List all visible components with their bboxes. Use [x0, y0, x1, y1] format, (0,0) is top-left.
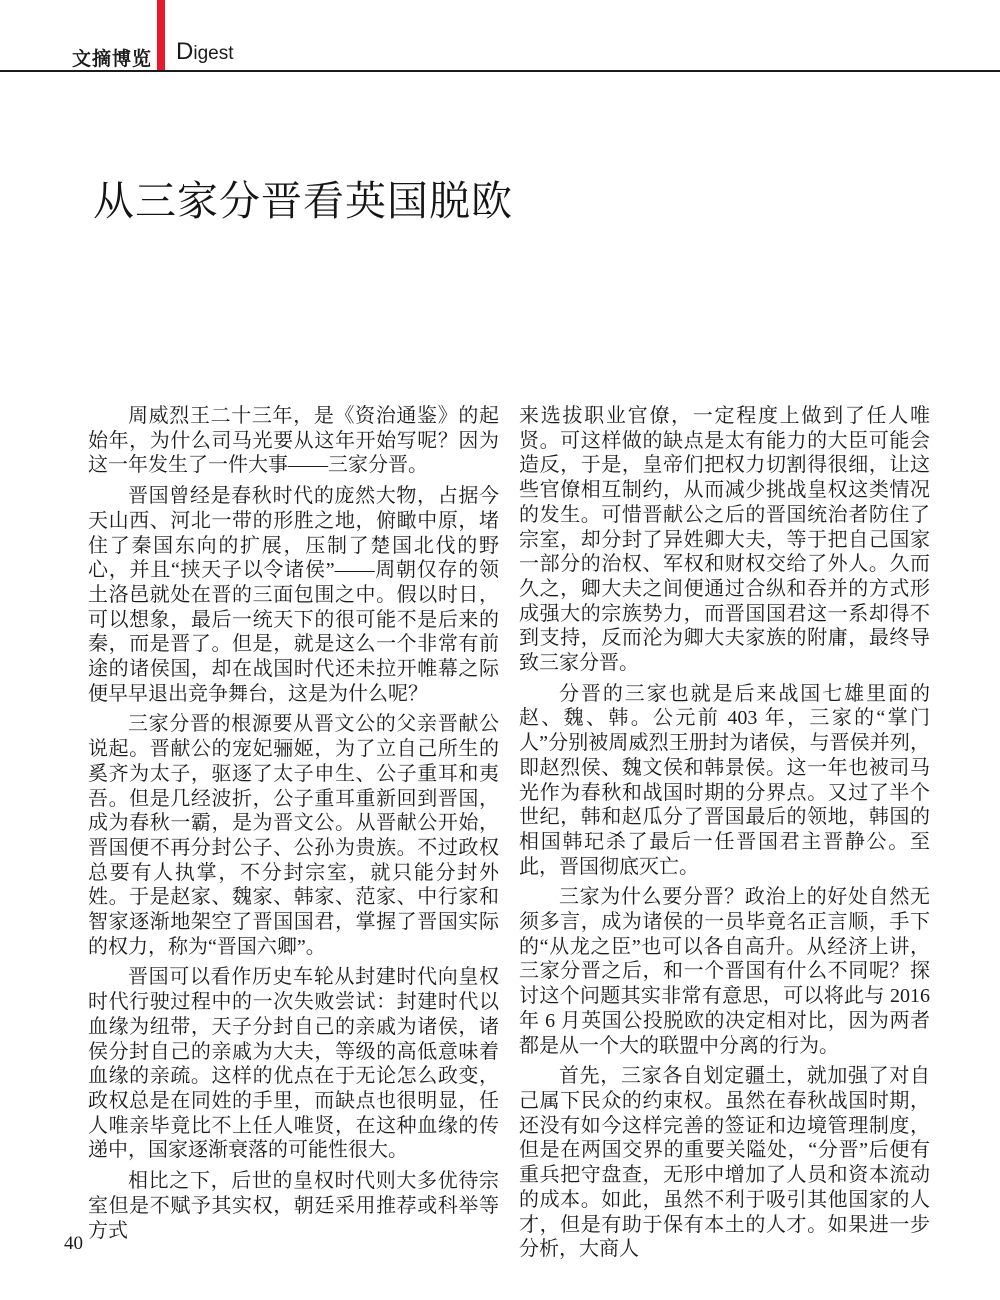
- section-title-chinese: 文摘博览: [72, 49, 153, 70]
- header-rule: [0, 70, 1000, 72]
- paragraph-right-4: 首先，三家各自划定疆土，就加强了对自己属下民众的约束权。虽然在春秋战国时期，还没有如今这样完善的签证和边境管理制度，但是在两国交界的重要关隘处，“分晋”后便有重兵把守盘查，无形中增加了人员和资本流动的成本。如此，虽然不利于吸引其他国家的人才，但是有助于保有本土的人才。如果进一步分析，大商人: [519, 1065, 930, 1261]
- right-column: [519, 404, 930, 1268]
- paragraph-left-5: 相比之下，后世的皇权时代则大多优待宗室但是不赋予其实权，朝廷采用推荐或科举等方式: [88, 1170, 499, 1242]
- paragraph-left-1: 周威烈王二十三年，是《资治通鉴》的起始年，为什么司马光要从这年开始写呢？因为这一年发生了一件大事——三家分晋。: [88, 405, 499, 477]
- section-title-english: [176, 40, 233, 65]
- paragraph-left-3: 三家分晋的根源要从晋文公的父亲晋献公说起。晋献公的宠妃骊姬，为了立自己所生的奚齐为太子，驱逐了太子申生、公子重耳和夷吾。但是几经波折，公子重耳重新回到晋国，成为春秋一霸，是为晋文公。从晋献公开始，晋国便不再分封公子、公孙为贵族。不过政权总要有人执掌，不分封宗室，就只能分封外姓。于是赵家、魏家、韩家、范家、中行家和智家逐渐地架空了晋国国君，掌握了晋国实际的权力，称为“晋国六卿”。: [88, 713, 499, 958]
- paragraph-left-4: 晋国可以看作历史车轮从封建时代向皇权时代行驶过程中的一次失败尝试：封建时代以血缘为纽带，天子分封自己的亲戚为诸侯，诸侯分封自己的亲戚为大夫，等级的高低意味着血缘的亲疏。这样的优点在于无论怎么政变，政权总是在同姓的手里，而缺点也很明显，任人唯亲毕竟比不上任人唯贤，在这种血缘的传递中，国家逐渐衰落的可能性很大。: [88, 966, 499, 1162]
- left-column: [88, 404, 499, 1249]
- digest-initial-letter: D: [176, 38, 194, 65]
- header-red-divider: [157, 0, 165, 72]
- article-title: 从三家分晋看英国脱欧: [93, 178, 513, 224]
- paragraph-right-2: 分晋的三家也就是后来战国七雄里面的赵、魏、韩。公元前 403 年，三家的“掌门人”分别被周威烈王册封为诸侯，与晋侯并列，即赵烈侯、魏文侯和韩景侯。这一年也被司马光作为春秋和战国时期的分界点。又过了半个世纪，韩和赵瓜分了晋国最后的领地，韩国的相国韩玘杀了最后一任晋国君主晋静公。至此，晋国彻底灭亡。: [519, 682, 930, 878]
- paragraph-left-2: 晋国曾经是春秋时代的庞然大物，占据今天山西、河北一带的形胜之地，俯瞰中原，堵住了秦国东向的扩展，压制了楚国北伐的野心，并且“挟天子以令诸侯”——周朝仅存的领土洛邑就处在晋的三面包围之中。假以时日，可以想象，最后一统天下的很可能不是后来的秦，而是晋了。但是，就是这么一个非常有前途的诸侯国，却在战国时代还未拉开帷幕之际便早早退出竞争舞台，这是为什么呢？: [88, 485, 499, 705]
- paragraph-right-1: 来选拔职业官僚，一定程度上做到了任人唯贤。可这样做的缺点是太有能力的大臣可能会造反，于是，皇帝们把权力切割得很细，让这些官僚相互制约，从而减少挑战皇权这类情况的发生。可惜晋献公之后的晋国统治者防住了宗室，却分封了异姓卿大夫，等于把自己国家一部分的治权、军权和财权交给了外人。久而久之，卿大夫之间便通过合纵和吞并的方式形成强大的宗族势力，而晋国国君这一系却得不到支持，反而沦为卿大夫家族的附庸，最终导致三家分晋。: [519, 405, 930, 675]
- digest-rest-letters: igest: [193, 43, 234, 64]
- paragraph-right-3: 三家为什么要分晋？政治上的好处自然无须多言，成为诸侯的一员毕竟名正言顺，手下的“从龙之臣”也可以各自高升。从经济上讲，三家分晋之后，和一个晋国有什么不同呢？探讨这个问题其实非常有意思，可以将此与 2016 年 6 月英国公投脱欧的决定相对比，因为两者都是从一个大的联盟中分离的行为。: [519, 886, 930, 1057]
- page-number: 40: [64, 1233, 83, 1254]
